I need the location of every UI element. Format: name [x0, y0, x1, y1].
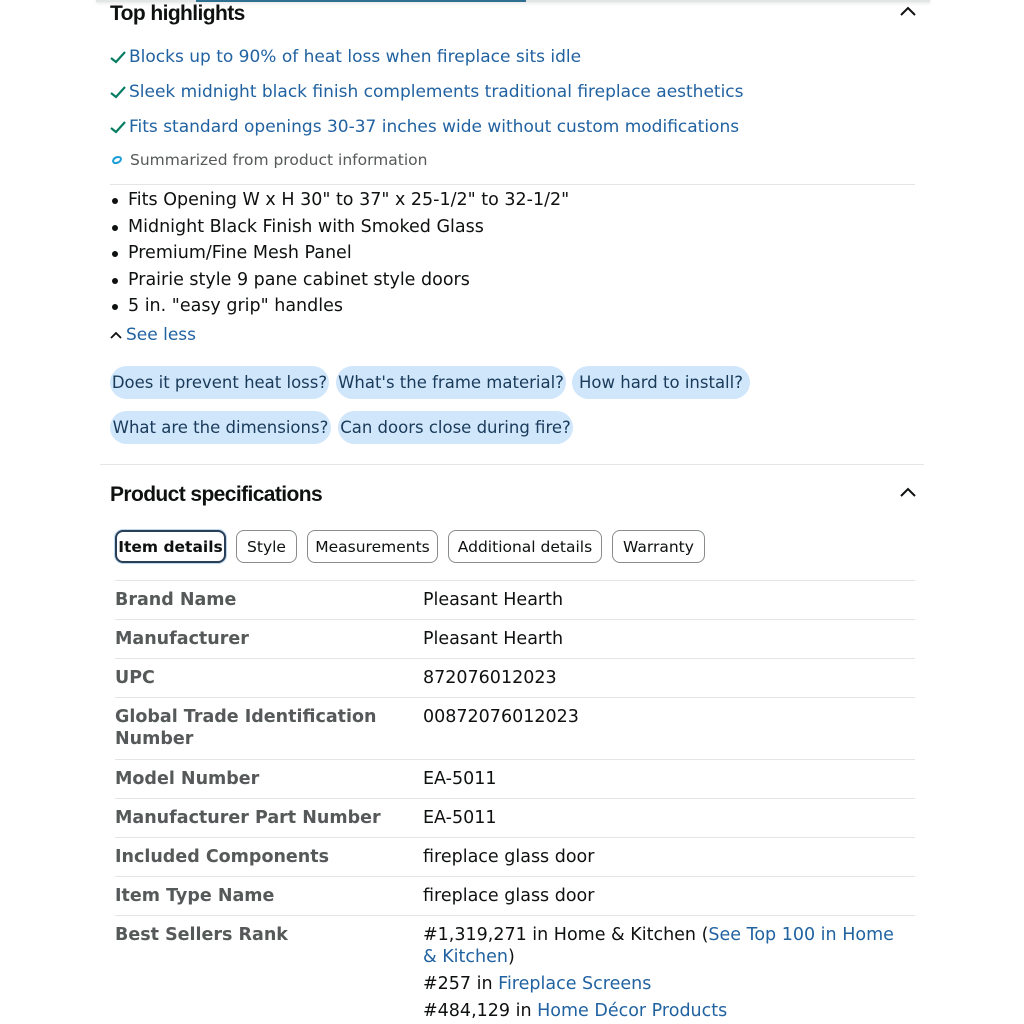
spec-value: fireplace glass door: [423, 886, 595, 906]
tab-additional-details[interactable]: Additional details: [448, 530, 602, 563]
spec-value: EA-5011: [423, 808, 497, 828]
best-sellers-values: [423, 924, 903, 1022]
spec-label: Brand Name: [115, 590, 237, 610]
row-divider: [115, 837, 915, 838]
summary-note: [110, 151, 427, 169]
chevron-up-icon: [110, 331, 122, 339]
spec-label: Model Number: [115, 769, 260, 789]
highlight-text: Sleek midnight black finish complements traditional fireplace aesthetics: [129, 82, 744, 102]
highlight-text: Blocks up to 90% of heat loss when fireplace sits idle: [129, 47, 582, 67]
top-highlights-title: Top highlights: [110, 2, 245, 25]
rank-text: ): [507, 947, 515, 967]
question-chip[interactable]: Can doors close during fire?: [338, 411, 573, 444]
see-less-label: See less: [126, 325, 197, 345]
spec-label: Global Trade Identification Number: [115, 707, 377, 749]
tab-warranty[interactable]: Warranty: [612, 530, 705, 563]
collapse-specs-chevron-up-icon[interactable]: [899, 486, 917, 498]
rank-line: [423, 973, 903, 995]
highlight-item: [110, 80, 744, 104]
highlight-item: [110, 115, 739, 139]
row-divider: [115, 619, 915, 620]
see-top-100-link[interactable]: See Top 100 in Home & Kitchen: [423, 925, 894, 967]
rank-line: [423, 1000, 903, 1022]
collapse-highlights-chevron-up-icon[interactable]: [899, 5, 917, 17]
scroll-accent: [196, 0, 526, 2]
highlight-text: Fits standard openings 30-37 inches wide without custom modifications: [129, 117, 740, 137]
rank-text: #257 in: [423, 974, 499, 994]
spec-label: Manufacturer Part Number: [115, 808, 381, 828]
spec-label: Best Sellers Rank: [115, 925, 288, 945]
divider: [110, 184, 915, 185]
highlight-item: [110, 45, 581, 69]
list-item: Premium/Fine Mesh Panel: [110, 240, 569, 267]
question-chip[interactable]: How hard to install?: [572, 366, 750, 399]
spec-value: Pleasant Hearth: [423, 590, 564, 610]
feature-bullets: [110, 187, 569, 320]
fireplace-screens-link[interactable]: Fireplace Screens: [498, 974, 652, 994]
check-icon: [110, 120, 126, 134]
see-less-link[interactable]: [110, 325, 196, 345]
spec-label: Manufacturer: [115, 629, 249, 649]
spec-label: Included Components: [115, 847, 330, 867]
question-chip[interactable]: What are the dimensions?: [110, 411, 331, 444]
list-item: Prairie style 9 pane cabinet style doors: [110, 267, 569, 294]
row-divider: [115, 658, 915, 659]
ai-sparkle-icon: [110, 153, 124, 167]
spec-label: UPC: [115, 668, 155, 688]
list-item: 5 in. "easy grip" handles: [110, 293, 569, 320]
spec-value: fireplace glass door: [423, 847, 595, 867]
summary-note-text: Summarized from product information: [130, 151, 428, 169]
spec-label: Item Type Name: [115, 886, 275, 906]
spec-value: 872076012023: [423, 668, 557, 688]
check-icon: [110, 85, 126, 99]
row-divider: [115, 580, 915, 581]
spec-value: EA-5011: [423, 769, 497, 789]
question-chip[interactable]: What's the frame material?: [336, 366, 566, 399]
list-item: Midnight Black Finish with Smoked Glass: [110, 214, 569, 241]
list-item: Fits Opening W x H 30" to 37" x 25-1/2" to 32-1/2": [110, 187, 569, 214]
tab-measurements[interactable]: Measurements: [307, 530, 438, 563]
check-icon: [110, 50, 126, 64]
rank-text: #484,129 in: [423, 1001, 538, 1021]
row-divider: [115, 876, 915, 877]
row-divider: [115, 798, 915, 799]
rank-line: [423, 924, 903, 968]
tab-item-details[interactable]: Item details: [115, 530, 226, 563]
row-divider: [115, 697, 915, 698]
row-divider: [115, 759, 915, 760]
section-divider: [100, 464, 924, 465]
row-divider: [115, 915, 915, 916]
rank-text: #1,319,271 in Home & Kitchen (: [423, 925, 709, 945]
tab-style[interactable]: Style: [236, 530, 297, 563]
spec-value: 00872076012023: [423, 707, 579, 727]
product-specifications-title: Product specifications: [110, 483, 323, 506]
home-decor-products-link[interactable]: Home Décor Products: [537, 1001, 728, 1021]
question-chip[interactable]: Does it prevent heat loss?: [110, 366, 329, 399]
spec-value: Pleasant Hearth: [423, 629, 564, 649]
